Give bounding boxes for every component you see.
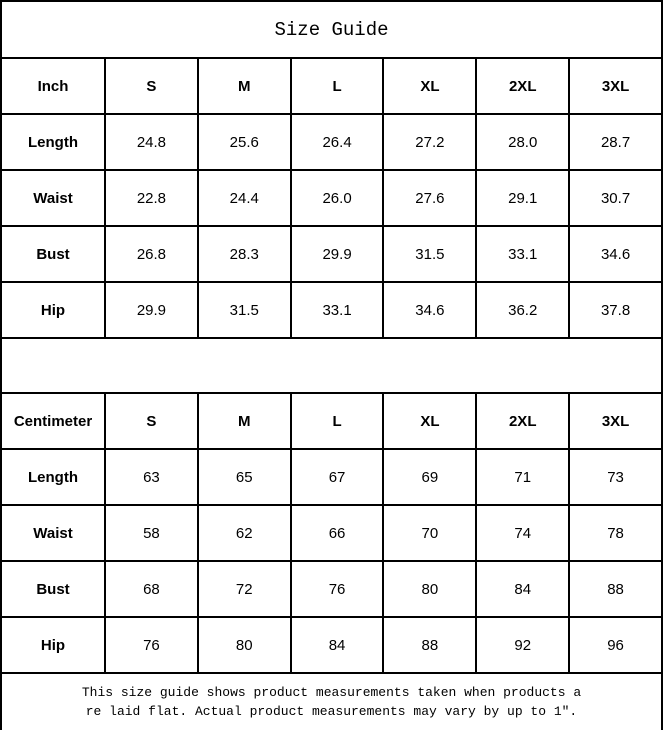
footer-note-line2: re laid flat. Actual product measurements may vary by up to 1″.: [85, 704, 578, 719]
column-header-xl: XL: [383, 58, 476, 114]
footer-note: [1, 673, 662, 730]
size-value-cell: 37.8: [569, 282, 662, 338]
row-label: Bust: [1, 226, 105, 282]
size-value-cell: 28.7: [569, 114, 662, 170]
centimeter-hip-row: [1, 617, 662, 673]
column-header-3xl: 3XL: [569, 393, 662, 449]
column-header-3xl: 3XL: [569, 58, 662, 114]
column-header-m: M: [198, 58, 291, 114]
size-value-cell: 25.6: [198, 114, 291, 170]
size-value-cell: 26.0: [291, 170, 384, 226]
size-value-cell: 84: [476, 561, 569, 617]
unit-label-inch: Inch: [1, 58, 105, 114]
size-value-cell: 76: [291, 561, 384, 617]
spacer-cell: [1, 338, 662, 393]
size-value-cell: 70: [383, 505, 476, 561]
inch-waist-row: [1, 170, 662, 226]
size-value-cell: 71: [476, 449, 569, 505]
row-label: Bust: [1, 561, 105, 617]
size-value-cell: 68: [105, 561, 198, 617]
size-value-cell: 63: [105, 449, 198, 505]
size-value-cell: 31.5: [198, 282, 291, 338]
column-header-2xl: 2XL: [476, 58, 569, 114]
size-value-cell: 67: [291, 449, 384, 505]
row-label: Hip: [1, 282, 105, 338]
row-label: Waist: [1, 170, 105, 226]
size-value-cell: 80: [198, 617, 291, 673]
size-value-cell: 31.5: [383, 226, 476, 282]
size-value-cell: 69: [383, 449, 476, 505]
unit-label-centimeter: Centimeter: [1, 393, 105, 449]
size-value-cell: 22.8: [105, 170, 198, 226]
size-value-cell: 33.1: [291, 282, 384, 338]
row-label: Length: [1, 449, 105, 505]
inch-length-row: [1, 114, 662, 170]
size-value-cell: 24.4: [198, 170, 291, 226]
size-value-cell: 73: [569, 449, 662, 505]
size-value-cell: 58: [105, 505, 198, 561]
row-label: Length: [1, 114, 105, 170]
size-value-cell: 88: [383, 617, 476, 673]
size-value-cell: 36.2: [476, 282, 569, 338]
centimeter-waist-row: [1, 505, 662, 561]
column-header-l: L: [291, 58, 384, 114]
size-value-cell: 96: [569, 617, 662, 673]
size-value-cell: 74: [476, 505, 569, 561]
column-header-m: M: [198, 393, 291, 449]
size-value-cell: 27.2: [383, 114, 476, 170]
centimeter-length-row: [1, 449, 662, 505]
size-value-cell: 33.1: [476, 226, 569, 282]
size-value-cell: 84: [291, 617, 384, 673]
size-value-cell: 27.6: [383, 170, 476, 226]
inch-hip-row: [1, 282, 662, 338]
row-label: Waist: [1, 505, 105, 561]
size-value-cell: 26.4: [291, 114, 384, 170]
size-value-cell: 30.7: [569, 170, 662, 226]
column-header-l: L: [291, 393, 384, 449]
size-value-cell: 34.6: [383, 282, 476, 338]
page-title: Size Guide: [1, 1, 662, 58]
size-value-cell: 72: [198, 561, 291, 617]
size-value-cell: 29.1: [476, 170, 569, 226]
column-header-2xl: 2XL: [476, 393, 569, 449]
size-value-cell: 92: [476, 617, 569, 673]
size-value-cell: 65: [198, 449, 291, 505]
size-value-cell: 78: [569, 505, 662, 561]
inch-header-row: [1, 58, 662, 114]
size-value-cell: 34.6: [569, 226, 662, 282]
title-row: [1, 1, 662, 58]
footer-note-line1: This size guide shows product measurements taken when products a: [81, 685, 582, 700]
size-value-cell: 29.9: [105, 282, 198, 338]
size-value-cell: 24.8: [105, 114, 198, 170]
size-value-cell: 80: [383, 561, 476, 617]
footer-row: [1, 673, 662, 730]
spacer-row: [1, 338, 662, 393]
column-header-xl: XL: [383, 393, 476, 449]
column-header-s: S: [105, 58, 198, 114]
centimeter-bust-row: [1, 561, 662, 617]
row-label: Hip: [1, 617, 105, 673]
column-header-s: S: [105, 393, 198, 449]
size-value-cell: 88: [569, 561, 662, 617]
centimeter-header-row: [1, 393, 662, 449]
inch-bust-row: [1, 226, 662, 282]
size-value-cell: 28.0: [476, 114, 569, 170]
size-value-cell: 26.8: [105, 226, 198, 282]
size-value-cell: 28.3: [198, 226, 291, 282]
size-value-cell: 29.9: [291, 226, 384, 282]
size-value-cell: 62: [198, 505, 291, 561]
size-value-cell: 66: [291, 505, 384, 561]
size-value-cell: 76: [105, 617, 198, 673]
